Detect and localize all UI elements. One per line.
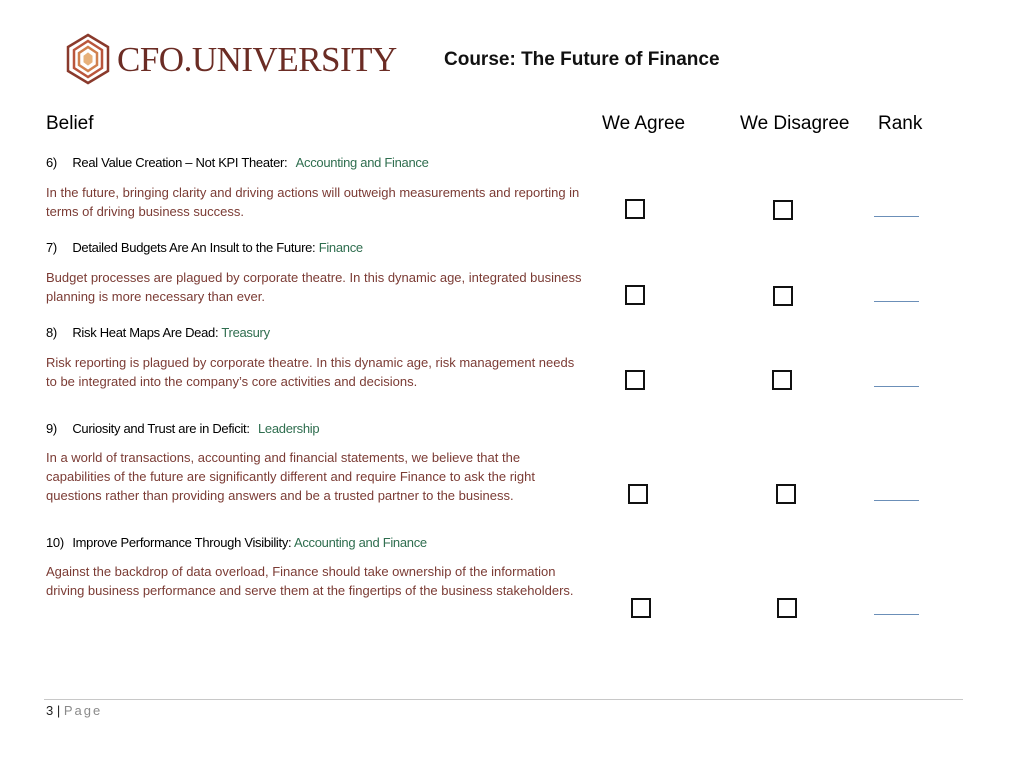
belief-title: Risk Heat Maps Are Dead: bbox=[72, 325, 219, 340]
belief-title: Improve Performance Through Visibility: bbox=[72, 535, 292, 550]
header-rank: Rank bbox=[878, 113, 923, 134]
rank-input[interactable] bbox=[874, 216, 919, 217]
agree-checkbox[interactable] bbox=[631, 598, 651, 618]
disagree-checkbox[interactable] bbox=[773, 200, 793, 220]
page-separator: | bbox=[53, 703, 64, 718]
rank-input[interactable] bbox=[874, 301, 919, 302]
agree-checkbox[interactable] bbox=[625, 285, 645, 305]
belief-category: Accounting and Finance bbox=[293, 535, 427, 550]
agree-checkbox[interactable] bbox=[625, 370, 645, 390]
logo-mark-icon bbox=[66, 33, 110, 85]
page-number: 3 bbox=[46, 703, 54, 718]
rank-input[interactable] bbox=[874, 500, 919, 501]
belief-category: Finance bbox=[318, 240, 363, 255]
belief-description: Budget processes are plagued by corporate theatre. In this dynamic age, integrated business planning is more necessary than ever. bbox=[46, 270, 582, 304]
belief-description: In a world of transactions, accounting and financial statements, we believe that the capabilities of the future are significantly different and require Finance to ask the right questions rather than providing answers and be a trusted partner to the business. bbox=[46, 450, 535, 503]
header-we-disagree: We Disagree bbox=[740, 113, 850, 134]
belief-category: Leadership bbox=[257, 421, 320, 436]
belief-number: 9) bbox=[46, 421, 57, 436]
agree-checkbox[interactable] bbox=[625, 199, 645, 219]
disagree-checkbox[interactable] bbox=[772, 370, 792, 390]
disagree-checkbox[interactable] bbox=[773, 286, 793, 306]
header-we-agree: We Agree bbox=[602, 113, 686, 134]
belief-heading bbox=[46, 325, 270, 340]
belief-number: 6) bbox=[46, 155, 57, 170]
header-belief: Belief bbox=[46, 113, 94, 134]
belief-title: Real Value Creation – Not KPI Theater: bbox=[72, 155, 288, 170]
belief-category: Treasury bbox=[221, 325, 270, 340]
rank-input[interactable] bbox=[874, 614, 919, 615]
belief-description: In the future, bringing clarity and driving actions will outweigh measurements and reporting in terms of driving business success. bbox=[46, 185, 580, 219]
footer-divider bbox=[44, 699, 963, 700]
belief-number: 8) bbox=[46, 325, 57, 340]
page-label: Page bbox=[63, 703, 103, 718]
disagree-checkbox[interactable] bbox=[777, 598, 797, 618]
belief-description: Risk reporting is plagued by corporate theatre. In this dynamic age, risk management needs to be integrated into the company’s core activities and decisions. bbox=[46, 355, 575, 389]
page-footer bbox=[46, 703, 102, 718]
rank-input[interactable] bbox=[874, 386, 919, 387]
belief-heading bbox=[46, 155, 429, 170]
belief-heading bbox=[46, 240, 363, 255]
belief-title: Curiosity and Trust are in Deficit: bbox=[72, 421, 250, 436]
belief-number: 10) bbox=[46, 535, 64, 550]
belief-number: 7) bbox=[46, 240, 57, 255]
logo-text: CFO.UNIVERSITY bbox=[117, 39, 397, 79]
course-title: Course: The Future of Finance bbox=[444, 49, 720, 70]
disagree-checkbox[interactable] bbox=[776, 484, 796, 504]
belief-description: Against the backdrop of data overload, Finance should take ownership of the information driving business performance and serve them at the fingertips of the business stakeholders. bbox=[46, 564, 574, 598]
belief-heading bbox=[46, 535, 427, 550]
belief-category: Accounting and Finance bbox=[295, 155, 429, 170]
cfo-university-logo bbox=[66, 33, 397, 85]
agree-checkbox[interactable] bbox=[628, 484, 648, 504]
belief-title: Detailed Budgets Are An Insult to the Future: bbox=[72, 240, 316, 255]
belief-heading bbox=[46, 421, 319, 436]
